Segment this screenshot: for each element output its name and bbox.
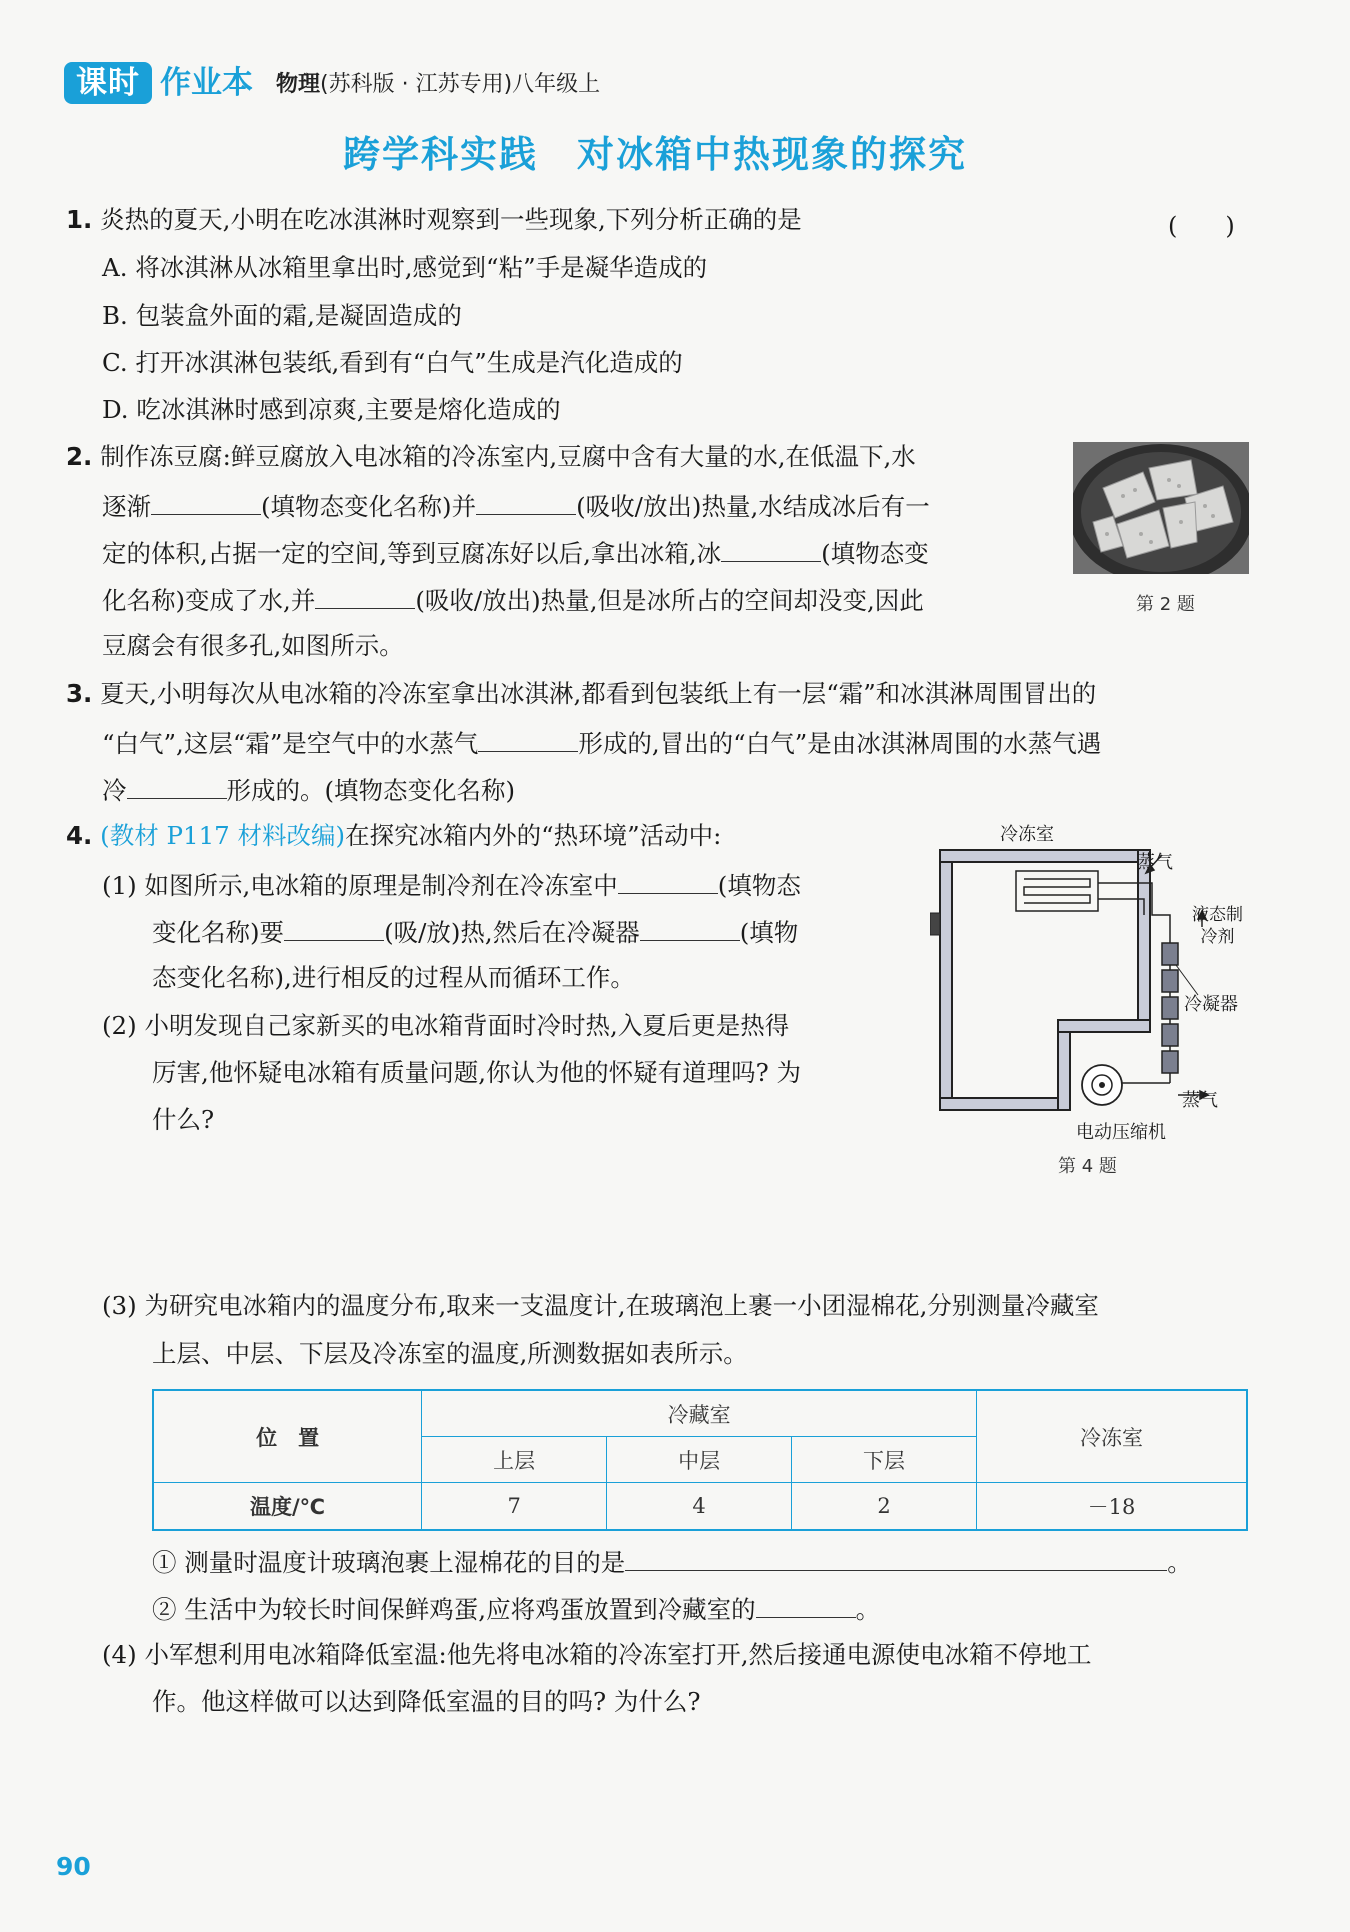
table-cell-freezer: －18: [977, 1483, 1247, 1531]
q4-p2-line-1: (2) 小明发现自己家新买的电冰箱背面时冷时热,入夏后更是热得: [102, 1011, 790, 1040]
q4-p4-line-2: 作。他这样做可以达到降低室温的目的吗? 为什么?: [152, 1687, 701, 1716]
label-freezer: 冷冻室: [1000, 824, 1054, 845]
q4-p1-blank-2[interactable]: [284, 914, 384, 941]
q4-p2-line-3: 什么?: [152, 1105, 215, 1134]
q2-text-2a: 逐渐: [102, 492, 151, 521]
q2-figure-caption: 第 2 题: [1136, 594, 1195, 615]
cabinet-left-wall: [940, 850, 952, 1110]
q3-text-2b: 形成的,冒出的“白气”是由冰淇淋周围的水蒸气遇: [578, 729, 1102, 758]
temperature-table: [152, 1389, 1248, 1531]
table-row: [153, 1483, 1247, 1531]
q2-text-2b: (填物态变化名称)并: [261, 492, 477, 521]
q4-p3-sub2: [152, 1591, 880, 1626]
label-compressor: 电动压缩机: [1076, 1122, 1166, 1143]
subject-line: [276, 70, 600, 100]
q3-line-3: [102, 772, 515, 807]
q3-text-1: 夏天,小明每次从电冰箱的冷冻室拿出冰淇淋,都看到包装纸上有一层“霜”和冰淇淋周围冒出的: [100, 679, 1097, 708]
q3-line-2: [102, 725, 1101, 760]
q2-text-3a: 定的体积,占据一定的空间,等到豆腐冻好以后,拿出冰箱,冰: [102, 539, 722, 568]
q4-p4-line-1: (4) 小军想利用电冰箱降低室温:他先将电冰箱的冷冻室打开,然后接通电源使电冰箱不停地工: [102, 1640, 1092, 1669]
label-vapor-top: 蒸气: [1137, 852, 1173, 873]
q4-p1-line-1: [102, 867, 801, 902]
q1-stem-line: [66, 204, 802, 236]
q4-s2-end: 。: [855, 1595, 881, 1624]
q3-number: 3.: [66, 679, 93, 708]
q4-s1-blank[interactable]: [625, 1544, 1167, 1571]
q2-text-4b: (吸收/放出)热量,但是冰所占的空间却没变,因此: [415, 586, 924, 615]
door-handle: [930, 913, 940, 935]
q4-p2-line-2: 厉害,他怀疑电冰箱有质量问题,你认为他的怀疑有道理吗? 为: [152, 1058, 801, 1087]
q2-line-4: [102, 582, 924, 617]
q3-text-2a: “白气”,这层“霜”是空气中的水蒸气: [102, 729, 479, 758]
table-header-middle: 中层: [607, 1437, 792, 1483]
q2-text-2c: (吸收/放出)热量,水结成冰后有一: [576, 492, 930, 521]
cabinet-top-wall: [940, 850, 1150, 862]
q4-source-tag: (教材 P117 材料改编): [100, 821, 346, 850]
q1-number: 1.: [66, 205, 93, 234]
page-title: 跨学科实践 对冰箱中热现象的探究: [343, 133, 967, 176]
q4-p1-text-2a: 变化名称)要: [152, 918, 285, 947]
q3-text-3b: 形成的。(填物态变化名称): [226, 776, 516, 805]
q2-blank-2[interactable]: [476, 488, 576, 515]
q2-line-1: [66, 441, 916, 473]
q4-p3-line-1: (3) 为研究电冰箱内的温度分布,取来一支温度计,在玻璃泡上裹一小团湿棉花,分别测量冷藏室: [102, 1291, 1099, 1320]
brand-name: 作业本: [160, 65, 253, 101]
q4-p1-text-1b: (填物态: [717, 871, 801, 900]
q4-p1-text-1a: (1) 如图所示,电冰箱的原理是制冷剂在冷冻室中: [102, 871, 618, 900]
cabinet-bottom-wall: [940, 1098, 1070, 1110]
q1-answer-paren[interactable]: ( ): [1168, 212, 1235, 240]
q4-p1-text-2b: (吸/放)热,然后在冷凝器: [384, 918, 640, 947]
table-cell-lower: 2: [792, 1483, 977, 1531]
q4-stem: 在探究冰箱内外的“热环境”活动中:: [345, 821, 722, 850]
q1-option-c[interactable]: C. 打开冰淇淋包装纸,看到有“白气”生成是汽化造成的: [102, 348, 683, 377]
table-header-lower: 下层: [792, 1437, 977, 1483]
q4-s2-text: ② 生活中为较长时间保鲜鸡蛋,应将鸡蛋放置到冷藏室的: [152, 1595, 756, 1624]
compressor-icon: [1082, 1065, 1122, 1105]
table-row: [153, 1390, 1247, 1437]
q2-line-5: 豆腐会有很多孔,如图所示。: [102, 631, 404, 660]
q2-text-1: 制作冻豆腐:鲜豆腐放入电冰箱的冷冻室内,豆腐中含有大量的水,在低温下,水: [100, 442, 916, 471]
cabinet-right-wall: [1138, 850, 1150, 1030]
q2-blank-3[interactable]: [721, 535, 821, 562]
q4-p3-line-2: 上层、中层、下层及冷冻室的温度,所测数据如表所示。: [152, 1339, 748, 1368]
q2-number: 2.: [66, 442, 93, 471]
q3-line-1: [66, 678, 1096, 710]
subject-bold: 物理: [276, 72, 321, 97]
q1-option-d[interactable]: D. 吃冰淇淋时感到凉爽,主要是熔化造成的: [102, 395, 561, 424]
q4-s2-blank[interactable]: [756, 1591, 856, 1618]
label-vapor-bottom: 蒸气: [1182, 1090, 1218, 1111]
label-liquid-refrigerant: [1192, 904, 1243, 948]
q2-text-3b: (填物态变: [821, 539, 929, 568]
label-liquid-line-1: 液态制: [1192, 905, 1243, 925]
q2-text-4a: 化名称)变成了水,并: [102, 586, 316, 615]
q4-p1-text-2c: (填物: [739, 918, 799, 947]
q4-p1-line-3: 态变化名称),进行相反的过程从而循环工作。: [152, 963, 635, 992]
q4-p3-sub1: [152, 1544, 1192, 1579]
q1-option-b[interactable]: B. 包装盒外面的霜,是凝固造成的: [102, 301, 462, 330]
label-condenser: 冷凝器: [1184, 994, 1238, 1015]
table-header-fridge: 冷藏室: [422, 1390, 977, 1437]
page-number: 90: [56, 1852, 91, 1881]
q2-blank-4[interactable]: [315, 582, 415, 609]
evaporator-coil: [1016, 871, 1098, 911]
table-header-upper: 上层: [422, 1437, 607, 1483]
table-header-freezer: 冷冻室: [977, 1390, 1247, 1483]
q4-p1-blank-1[interactable]: [618, 867, 718, 894]
table-temp-label: 温度/℃: [153, 1483, 422, 1531]
brand-logo: 课时: [64, 62, 152, 104]
table-header-position: 位 置: [153, 1390, 422, 1483]
q2-line-3: [102, 535, 929, 570]
q4-line-1: [66, 820, 721, 852]
q3-blank-2[interactable]: [127, 772, 227, 799]
q2-blank-1[interactable]: [151, 488, 261, 515]
q3-text-3a: 冷: [102, 776, 127, 805]
q4-figure-caption: 第 4 题: [1058, 1156, 1117, 1177]
q4-p1-line-2: [152, 914, 798, 949]
condenser-coils: [1162, 943, 1178, 1073]
q1-option-a[interactable]: A. 将冰淇淋从冰箱里拿出时,感觉到“粘”手是凝华造成的: [102, 253, 708, 282]
q4-number: 4.: [66, 821, 93, 850]
q1-stem: 炎热的夏天,小明在吃冰淇淋时观察到一些现象,下列分析正确的是: [100, 205, 802, 234]
subject-rest: (苏科版 · 江苏专用)八年级上: [320, 72, 601, 97]
table-cell-middle: 4: [607, 1483, 792, 1531]
q2-line-2: [102, 488, 930, 523]
label-liquid-line-2: 冷剂: [1200, 927, 1235, 947]
table-cell-upper: 7: [422, 1483, 607, 1531]
q4-s1-end: 。: [1167, 1548, 1192, 1577]
frozen-tofu-photo: [1073, 442, 1249, 574]
q4-s1-text: ① 测量时温度计玻璃泡裹上湿棉花的目的是: [152, 1548, 626, 1577]
q4-p1-blank-3[interactable]: [640, 914, 740, 941]
q3-blank-1[interactable]: [478, 725, 578, 752]
